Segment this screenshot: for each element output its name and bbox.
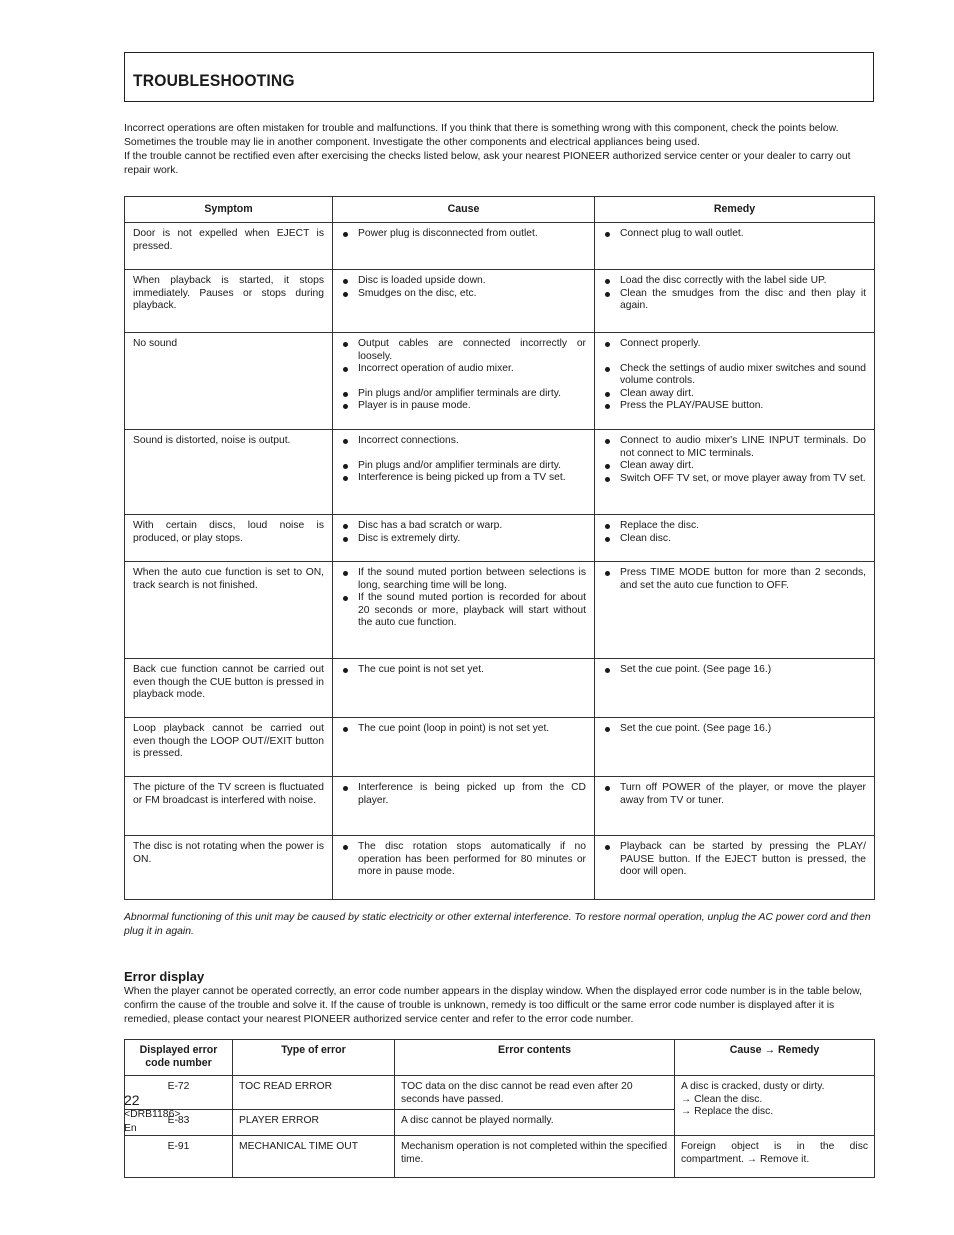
list-item: Clean away dirt. bbox=[603, 460, 866, 473]
error-display-heading: Error display bbox=[124, 969, 205, 984]
cause-remedy-header: Cause → Remedy bbox=[675, 1040, 875, 1076]
remedy-text: → Clean the disc. bbox=[681, 1093, 763, 1105]
cause-remedy-cell bbox=[675, 1076, 875, 1136]
error-code-cell: E-83 bbox=[125, 1110, 233, 1136]
list-item: Press TIME MODE button for more than 2 seconds, and set the auto cue function to OFF. bbox=[603, 567, 866, 592]
list-item: Check the settings of audio mixer switches and sound volume controls. bbox=[603, 363, 866, 388]
list-item: Player is in pause mode. bbox=[341, 400, 586, 413]
error-contents-cell: A disc cannot be played normally. bbox=[395, 1110, 675, 1136]
symptom-cell: When playback is started, it stops immediately. Pauses or stops during playback. bbox=[125, 270, 333, 333]
list-item: Clean away dirt. bbox=[603, 388, 866, 401]
remedy-cell bbox=[595, 430, 875, 515]
list-item: Connect plug to wall outlet. bbox=[603, 228, 866, 241]
remedy-cell bbox=[595, 333, 875, 430]
cause-cell bbox=[333, 659, 595, 718]
cause-cell bbox=[333, 270, 595, 333]
list-item: If the sound muted portion between selections is long, searching time will be long. bbox=[341, 567, 586, 592]
type-header: Type of error bbox=[233, 1040, 395, 1076]
list-item: Power plug is disconnected from outlet. bbox=[341, 228, 586, 241]
remedy-cell bbox=[595, 515, 875, 562]
list-item: Clean the smudges from the disc and then play it again. bbox=[603, 288, 866, 313]
list-item: Set the cue point. (See page 16.) bbox=[603, 723, 866, 736]
remedy-cell bbox=[595, 223, 875, 270]
error-contents-cell: TOC data on the disc cannot be read even after 20 seconds have passed. bbox=[395, 1076, 675, 1110]
table-row bbox=[125, 333, 875, 430]
list-item: Replace the disc. bbox=[603, 520, 866, 533]
symptom-cell: When the auto cue function is set to ON, track search is not finished. bbox=[125, 562, 333, 659]
error-code-cell: E-91 bbox=[125, 1136, 233, 1178]
cause-header: Cause bbox=[333, 197, 595, 223]
remedy-cell bbox=[595, 562, 875, 659]
table-row bbox=[125, 430, 875, 515]
remedy-cell bbox=[595, 718, 875, 777]
list-item: Disc has a bad scratch or warp. bbox=[341, 520, 586, 533]
cause-cell bbox=[333, 333, 595, 430]
table-row bbox=[125, 1076, 875, 1110]
cause-cell bbox=[333, 562, 595, 659]
table-row bbox=[125, 718, 875, 777]
cause-cell bbox=[333, 777, 595, 836]
list-item: Playback can be started by pressing the PLAY/ PAUSE button. If the EJECT button is pressed, the door will open. bbox=[603, 841, 866, 879]
list-item: If the sound muted portion is recorded for about 20 seconds or more, playback will start without the auto cue function. bbox=[341, 592, 586, 630]
cause-text: A disc is cracked, dusty or dirty. bbox=[681, 1081, 825, 1092]
list-item: Turn off POWER of the player, or move the player away from TV or tuner. bbox=[603, 782, 866, 807]
remedy-text: → Replace the disc. bbox=[681, 1106, 774, 1118]
remedy-cell bbox=[595, 836, 875, 900]
table-row bbox=[125, 659, 875, 718]
list-item: Interference is being picked up from the CD player. bbox=[341, 782, 586, 807]
table-row bbox=[125, 515, 875, 562]
remedy-cell bbox=[595, 777, 875, 836]
list-item: Incorrect operation of audio mixer. bbox=[341, 363, 586, 376]
error-code-table bbox=[124, 1039, 875, 1178]
table-header-row bbox=[125, 197, 875, 223]
error-contents-cell: Mechanism operation is not completed within the specified time. bbox=[395, 1136, 675, 1178]
symptom-cell: Back cue function cannot be carried out even though the CUE button is pressed in playback mode. bbox=[125, 659, 333, 718]
title-box bbox=[124, 52, 874, 102]
list-item: The disc rotation stops automatically if no operation has been performed for 80 minutes or more in pause mode. bbox=[341, 841, 586, 879]
language-code: En bbox=[124, 1123, 137, 1134]
intro-text bbox=[124, 122, 874, 178]
table-row bbox=[125, 1136, 875, 1178]
remedy-header: Remedy bbox=[595, 197, 875, 223]
cause-cell bbox=[333, 718, 595, 777]
error-code-cell: E-72 bbox=[125, 1076, 233, 1110]
table-row bbox=[125, 223, 875, 270]
list-item: Connect properly. bbox=[603, 338, 866, 351]
static-electricity-note: Abnormal functioning of this unit may be caused by static electricity or other external interference. To restore normal operation, unplug the AC power cord and then plug it in again. bbox=[124, 912, 871, 937]
symptom-cell: Door is not expelled when EJECT is pressed. bbox=[125, 223, 333, 270]
symptom-cell: Loop playback cannot be carried out even though the LOOP OUT//EXIT button is pressed. bbox=[125, 718, 333, 777]
contents-header: Error contents bbox=[395, 1040, 675, 1076]
cause-cell bbox=[333, 515, 595, 562]
page-footer bbox=[124, 1092, 180, 1136]
list-item: Press the PLAY/PAUSE button. bbox=[603, 400, 866, 413]
symptom-cell: No sound bbox=[125, 333, 333, 430]
table-row bbox=[125, 836, 875, 900]
document-code: <DRB1186> bbox=[124, 1109, 181, 1120]
list-item: Load the disc correctly with the label side UP. bbox=[603, 275, 866, 288]
error-type-cell: MECHANICAL TIME OUT bbox=[233, 1136, 395, 1178]
symptom-cell: With certain discs, loud noise is produced, or play stops. bbox=[125, 515, 333, 562]
list-item: Pin plugs and/or amplifier terminals are dirty. bbox=[341, 388, 586, 401]
list-item: Smudges on the disc, etc. bbox=[341, 288, 586, 301]
error-type-cell: TOC READ ERROR bbox=[233, 1076, 395, 1110]
table-row bbox=[125, 777, 875, 836]
remedy-cell bbox=[595, 270, 875, 333]
list-item: The cue point (loop in point) is not set yet. bbox=[341, 723, 586, 736]
table-row bbox=[125, 562, 875, 659]
intro-paragraph-2: If the trouble cannot be rectified even after exercising the checks listed below, ask your nearest PIONEER authorized service center or your dealer to carry out repair work. bbox=[124, 151, 851, 176]
intro-paragraph-1: Incorrect operations are often mistaken for trouble and malfunctions. If you think that there is something wrong with this component, check the points below. Sometimes the trouble may lie in another component. Investigate the other components and electrical appliances being used. bbox=[124, 123, 839, 148]
list-item: Set the cue point. (See page 16.) bbox=[603, 664, 866, 677]
list-item: Connect to audio mixer's LINE INPUT terminals. Do not connect to MIC terminals. bbox=[603, 435, 866, 460]
symptom-header: Symptom bbox=[125, 197, 333, 223]
page-title: TROUBLESHOOTING bbox=[133, 71, 295, 90]
error-display-intro: When the player cannot be operated correctly, an error code number appears in the display window. When the displayed error code number is in the table below, confirm the cause of the trouble and solve it. If the cause of trouble is unknown, remedy is too difficult or the same error code number is displayed after it is remedied, please contact your nearest PIONEER authorized service center and refer to the error code number. bbox=[124, 986, 862, 1025]
cause-cell bbox=[333, 430, 595, 515]
cause-cell bbox=[333, 836, 595, 900]
manual-page bbox=[124, 52, 874, 1178]
symptom-cell: The disc is not rotating when the power is ON. bbox=[125, 836, 333, 900]
list-item: Clean disc. bbox=[603, 533, 866, 546]
table-row bbox=[125, 270, 875, 333]
list-item: Pin plugs and/or amplifier terminals are dirty. bbox=[341, 460, 586, 473]
list-item: Incorrect connections. bbox=[341, 435, 586, 448]
remedy-cell bbox=[595, 659, 875, 718]
list-item: Disc is extremely dirty. bbox=[341, 533, 586, 546]
symptom-cell: The picture of the TV screen is fluctuated or FM broadcast is interfered with noise. bbox=[125, 777, 333, 836]
troubleshooting-table bbox=[124, 196, 875, 900]
list-item: The cue point is not set yet. bbox=[341, 664, 586, 677]
list-item: Switch OFF TV set, or move player away from TV set. bbox=[603, 473, 866, 486]
table-header-row bbox=[125, 1040, 875, 1076]
list-item: Disc is loaded upside down. bbox=[341, 275, 586, 288]
page-number: 22 bbox=[124, 1092, 140, 1108]
error-type-cell: PLAYER ERROR bbox=[233, 1110, 395, 1136]
symptom-cell: Sound is distorted, noise is output. bbox=[125, 430, 333, 515]
cause-remedy-cell: Foreign object is in the disc compartment. → Remove it. bbox=[675, 1136, 875, 1178]
cause-cell bbox=[333, 223, 595, 270]
list-item: Interference is being picked up from a TV set. bbox=[341, 472, 586, 485]
code-header: Displayed error code number bbox=[125, 1040, 233, 1076]
list-item: Output cables are connected incorrectly or loosely. bbox=[341, 338, 586, 363]
